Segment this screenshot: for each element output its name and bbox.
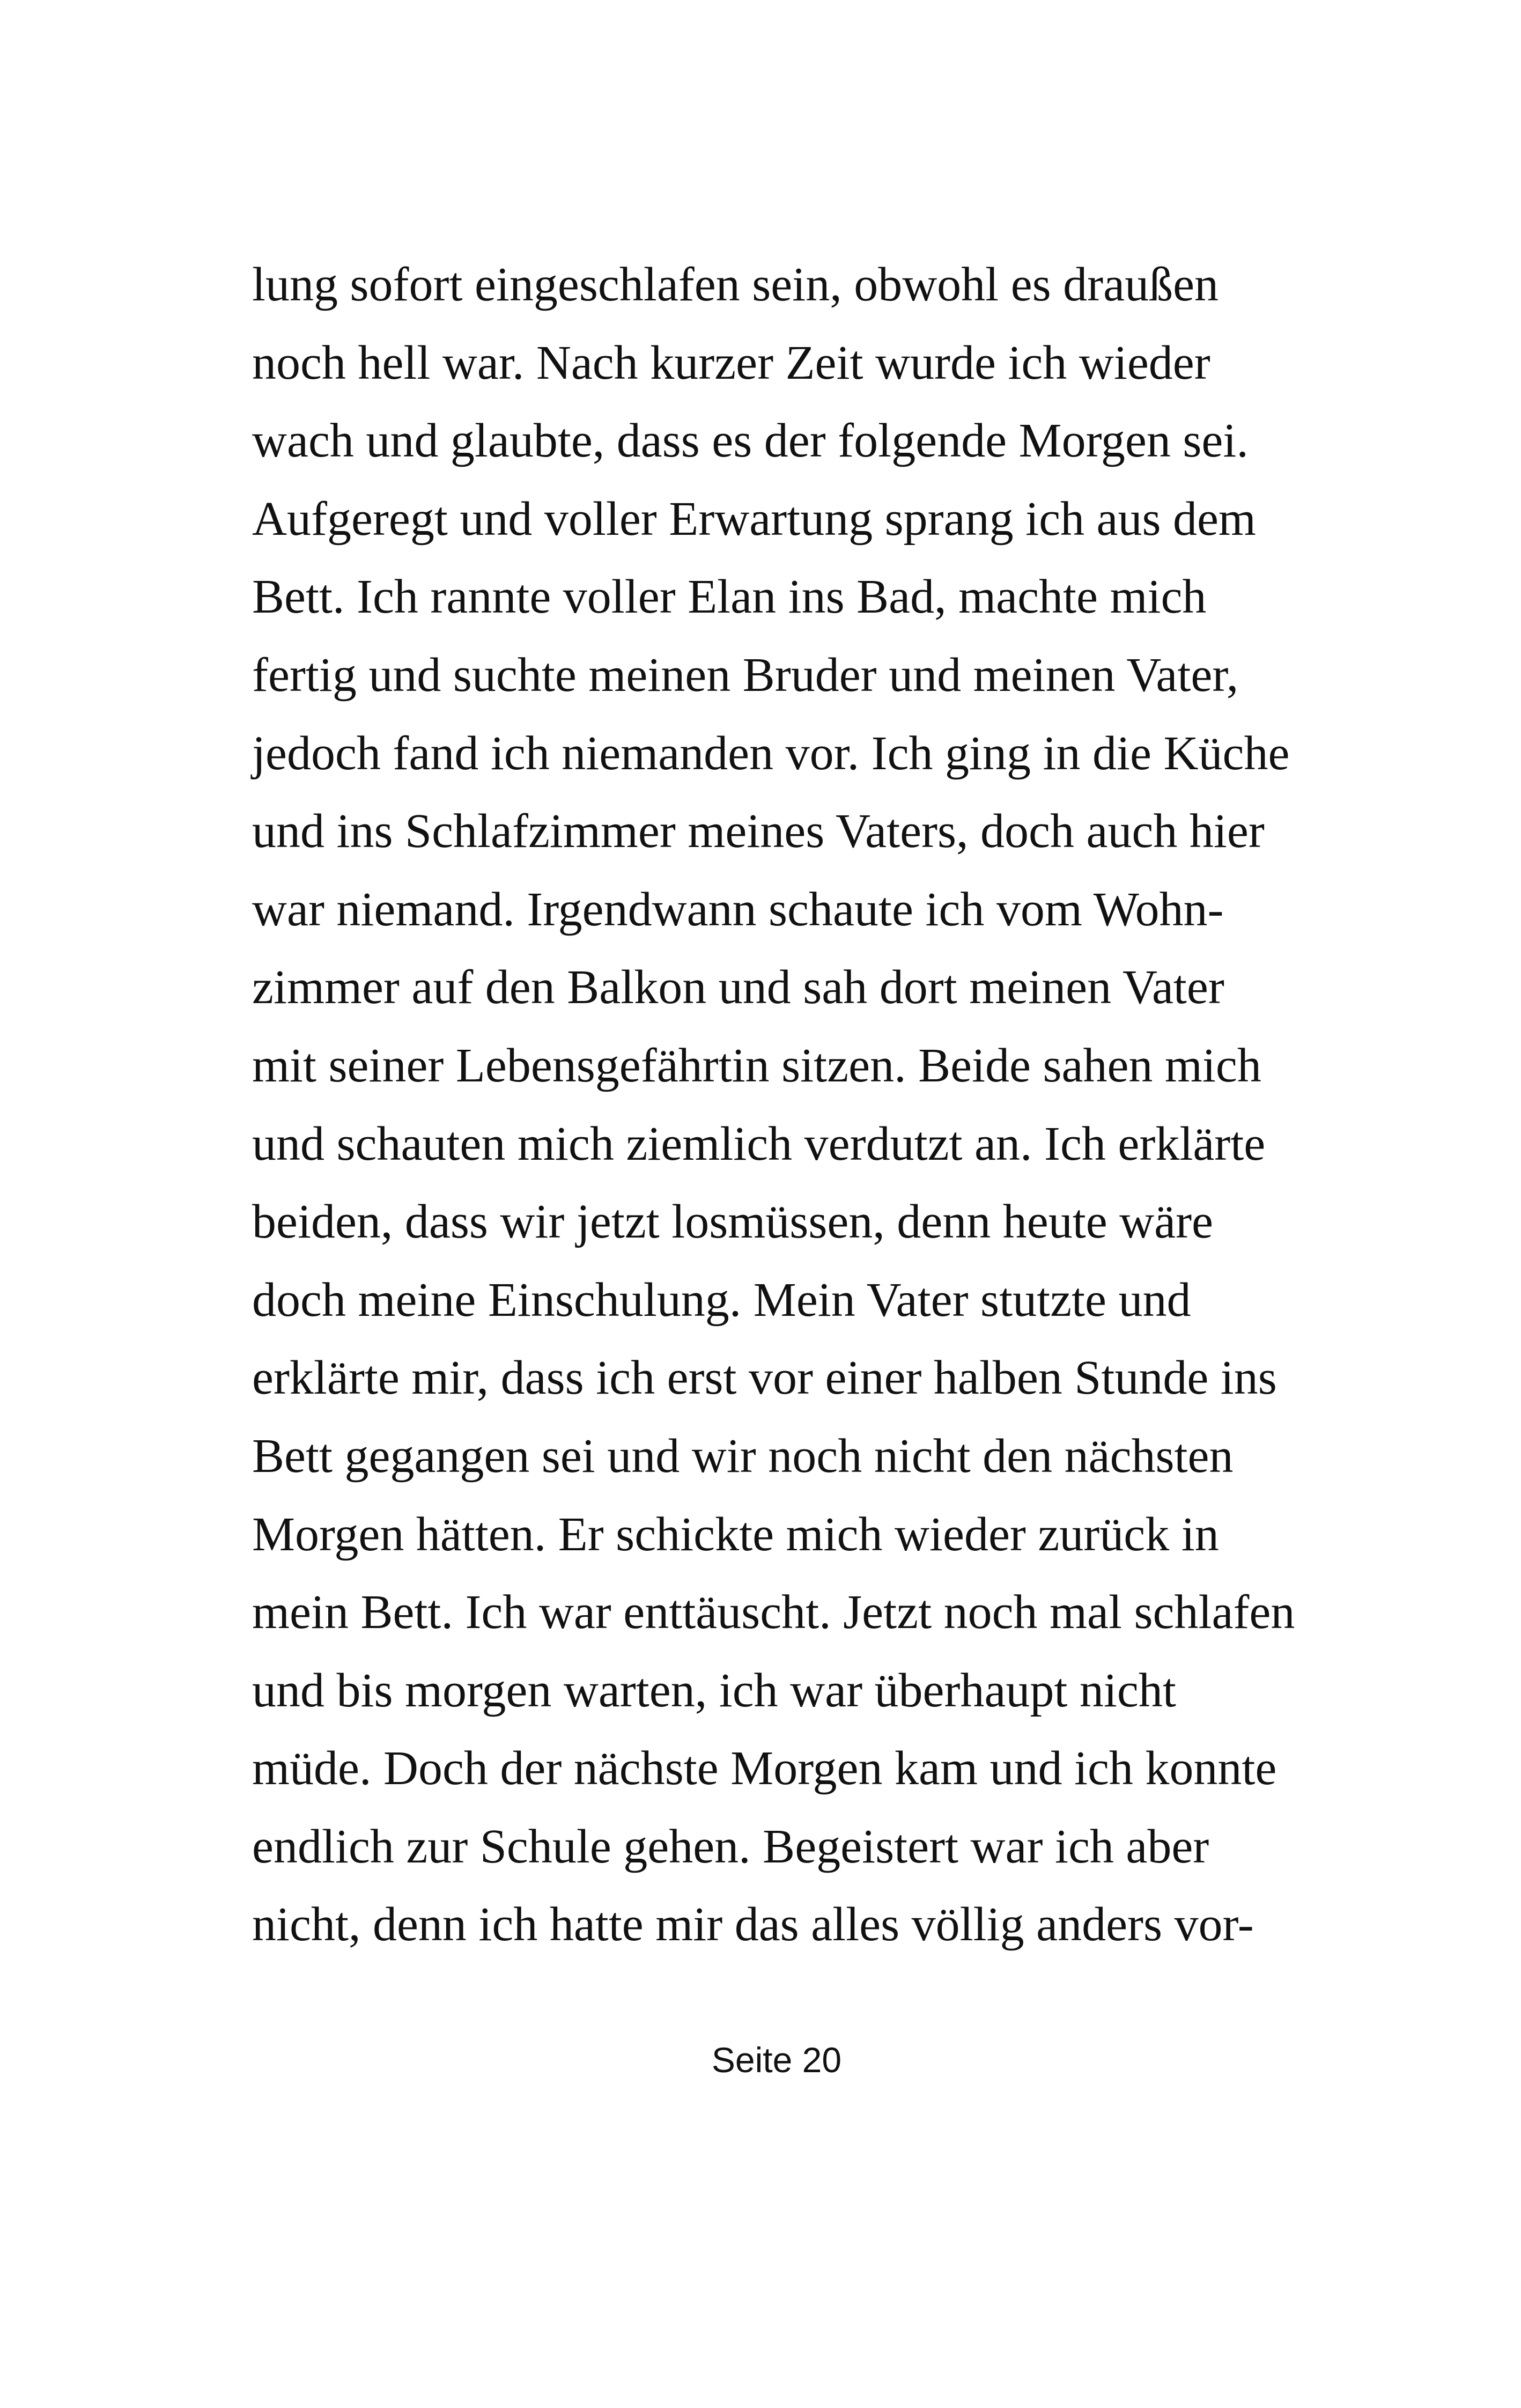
text-line: doch meine Einschulung. Mein Vater stutzte und (252, 1273, 1191, 1327)
body-text (252, 246, 1357, 1964)
text-line: Morgen hätten. Er schickte mich wieder zurück in (252, 1507, 1219, 1561)
text-line: endlich zur Schule gehen. Begeistert war ich aber (252, 1820, 1209, 1873)
text-line: noch hell war. Nach kurzer Zeit wurde ich wieder (252, 336, 1210, 389)
page-number: Seite 20 (711, 2040, 842, 2080)
text-line: und ins Schlafzimmer meines Vaters, doch auch hier (252, 805, 1265, 858)
text-line: fertig und suchte meinen Bruder und meinen Vater, (252, 648, 1239, 702)
text-line: und bis morgen warten, ich war überhaupt nicht (252, 1663, 1176, 1717)
text-line: wach und glaubte, dass es der folgende Morgen sei. (252, 414, 1249, 468)
text-line: mit seiner Lebensgefährtin sitzen. Beide sahen mich (252, 1039, 1261, 1092)
text-line: beiden, dass wir jetzt losmüssen, denn heute wäre (252, 1195, 1214, 1249)
text-line: zimmer auf den Balkon und sah dort meinen Vater (252, 961, 1224, 1014)
text-line: müde. Doch der nächste Morgen kam und ich konnte (252, 1742, 1277, 1795)
text-line: nicht, denn ich hatte mir das alles völlig anders vor- (252, 1898, 1254, 1952)
text-line: mein Bett. Ich war enttäuscht. Jetzt noch mal schlafen (252, 1586, 1295, 1639)
text-line: lung sofort eingeschlafen sein, obwohl es draußen (252, 258, 1219, 311)
text-line: Bett. Ich rannte voller Elan ins Bad, machte mich (252, 570, 1207, 624)
text-line: erklärte mir, dass ich erst vor einer halben Stunde ins (252, 1351, 1277, 1405)
text-line: war niemand. Irgendwann schaute ich vom Wohn- (252, 882, 1224, 936)
text-line: und schauten mich ziemlich verdutzt an. Ich erklärte (252, 1117, 1266, 1170)
text-line: jedoch fand ich niemanden vor. Ich ging in die Küche (252, 726, 1290, 780)
text-line: Aufgeregt und voller Erwartung sprang ich aus dem (252, 492, 1256, 546)
text-line: Bett gegangen sei und wir noch nicht den nächsten (252, 1429, 1234, 1483)
